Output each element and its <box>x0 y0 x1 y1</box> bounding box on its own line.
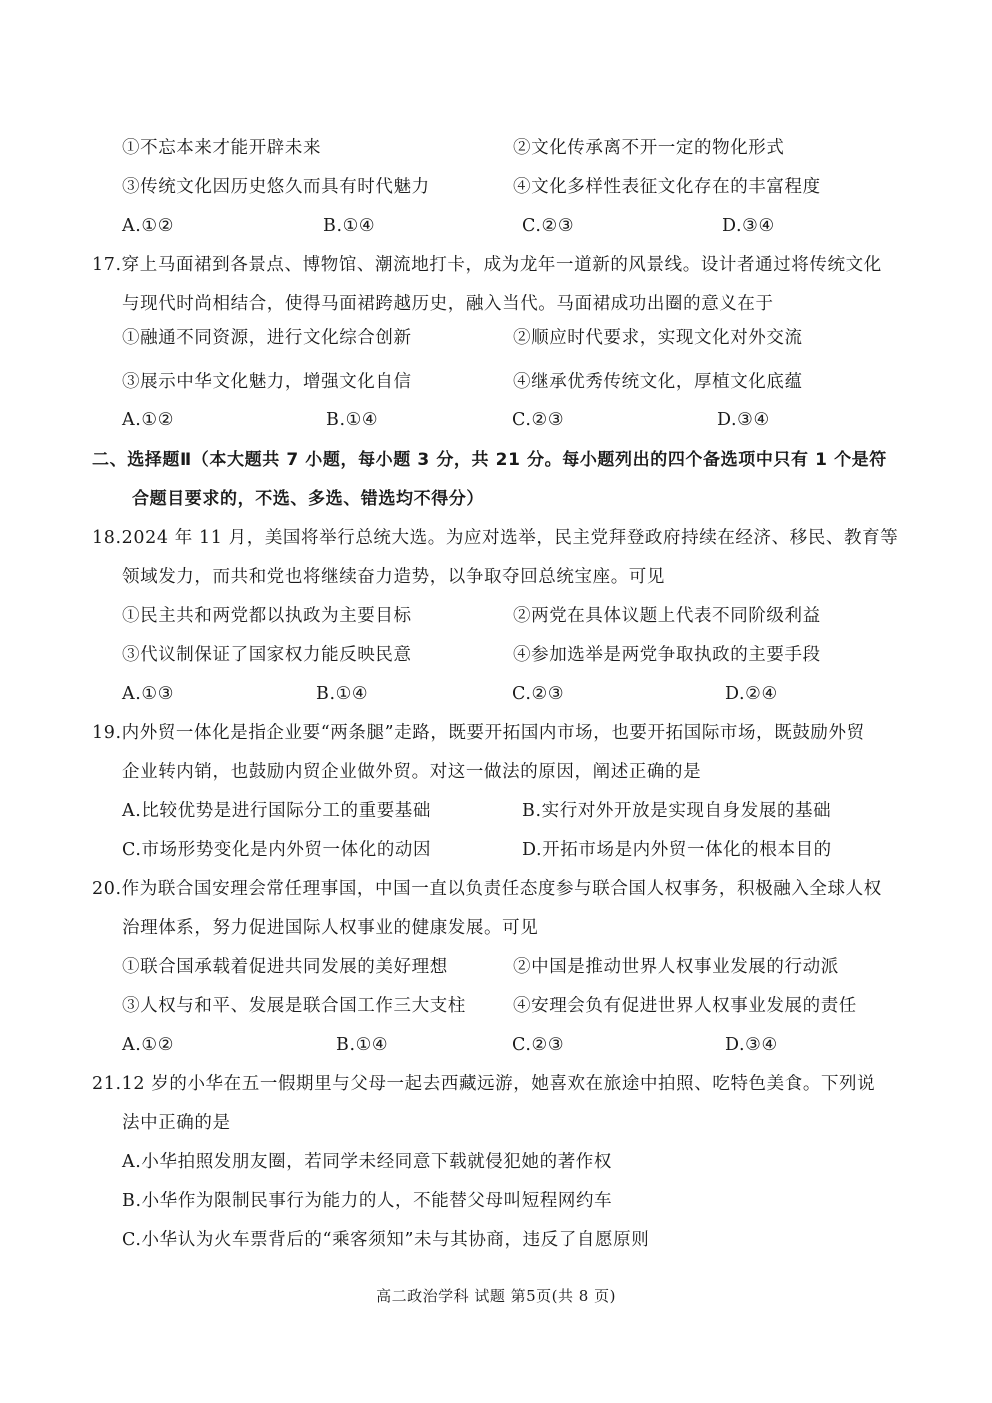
q20-option-3: ③人权与和平、发展是联合国工作三大支柱 <box>122 996 466 1016</box>
q18-answer-b: B.①④ <box>316 684 369 704</box>
q16-option-3: ③传统文化因历史悠久而具有时代魅力 <box>122 177 430 197</box>
q16-option-4: ④文化多样性表征文化存在的丰富程度 <box>513 177 821 197</box>
q20-answer-a: A.①② <box>122 1035 174 1055</box>
page-footer: 高二政治学科 试题 第5页(共 8 页) <box>376 1287 616 1305</box>
q21-option-c: C.小华认为火车票背后的“乘客须知”未与其协商，违反了自愿原则 <box>122 1230 650 1250</box>
q17-answer-b: B.①④ <box>326 410 379 430</box>
q20-stem-line-1: 20.作为联合国安理会常任理事国，中国一直以负责任态度参与联合国人权事务，积极融入全球人权 <box>92 879 882 899</box>
q17-option-4: ④继承优秀传统文化，厚植文化底蕴 <box>513 372 803 392</box>
q17-option-3: ③展示中华文化魅力，增强文化自信 <box>122 372 412 392</box>
q20-answer-d: D.③④ <box>725 1035 778 1055</box>
q19-option-c: C.市场形势变化是内外贸一体化的动因 <box>122 840 432 860</box>
q16-option-1: ①不忘本来才能开辟未来 <box>122 138 322 158</box>
q20-answer-c: C.②③ <box>512 1035 565 1055</box>
q19-option-d: D.开拓市场是内外贸一体化的根本目的 <box>522 840 832 860</box>
q20-stem-line-2: 治理体系，努力促进国际人权事业的健康发展。可见 <box>122 918 539 938</box>
q18-answer-a: A.①③ <box>122 684 174 704</box>
q18-answer-d: D.②④ <box>725 684 778 704</box>
q17-option-2: ②顺应时代要求，实现文化对外交流 <box>513 328 803 348</box>
q18-option-4: ④参加选举是两党争取执政的主要手段 <box>513 645 821 665</box>
q18-stem-line-1: 18.2024 年 11 月，美国将举行总统大选。为应对选举，民主党拜登政府持续在经济、移民、教育等 <box>92 528 899 548</box>
q18-answer-c: C.②③ <box>512 684 565 704</box>
q20-option-1: ①联合国承载着促进共同发展的美好理想 <box>122 957 448 977</box>
section-2-heading-line-1: 二、选择题Ⅱ（本大题共 7 小题，每小题 3 分，共 21 分。每小题列出的四个备选项中只有 1 个是符 <box>92 450 887 470</box>
q16-option-2: ②文化传承离不开一定的物化形式 <box>513 138 785 158</box>
q17-answer-d: D.③④ <box>717 410 770 430</box>
q17-option-1: ①融通不同资源，进行文化综合创新 <box>122 328 412 348</box>
q20-option-2: ②中国是推动世界人权事业发展的行动派 <box>513 957 839 977</box>
q19-stem-line-1: 19.内外贸一体化是指企业要“两条腿”走路，既要开拓国内市场，也要开拓国际市场，既鼓励外贸 <box>92 723 865 743</box>
q21-option-b: B.小华作为限制民事行为能力的人，不能替父母叫短程网约车 <box>122 1191 613 1211</box>
q21-option-a: A.小华拍照发朋友圈，若同学未经同意下载就侵犯她的著作权 <box>122 1152 612 1172</box>
q18-option-1: ①民主共和两党都以执政为主要目标 <box>122 606 412 626</box>
q16-answer-c: C.②③ <box>522 216 575 236</box>
q18-option-2: ②两党在具体议题上代表不同阶级利益 <box>513 606 821 626</box>
q19-option-a: A.比较优势是进行国际分工的重要基础 <box>122 801 431 821</box>
q17-answer-c: C.②③ <box>512 410 565 430</box>
q17-stem-line-2: 与现代时尚相结合，使得马面裙跨越历史，融入当代。马面裙成功出圈的意义在于 <box>122 294 774 314</box>
section-2-heading-line-2: 合题目要求的，不选、多选、错选均不得分） <box>132 489 484 509</box>
q19-stem-line-2: 企业转内销，也鼓励内贸企业做外贸。对这一做法的原因，阐述正确的是 <box>122 762 702 782</box>
q17-stem-line-1: 17.穿上马面裙到各景点、博物馆、潮流地打卡，成为龙年一道新的风景线。设计者通过将传统文化 <box>92 255 882 275</box>
q16-answer-b: B.①④ <box>323 216 376 236</box>
q16-answer-a: A.①② <box>122 216 174 236</box>
q18-stem-line-2: 领域发力，而共和党也将继续奋力造势，以争取夺回总统宝座。可见 <box>122 567 665 587</box>
q17-answer-a: A.①② <box>122 410 174 430</box>
q19-option-b: B.实行对外开放是实现自身发展的基础 <box>522 801 832 821</box>
q21-stem-line-1: 21.12 岁的小华在五一假期里与父母一起去西藏远游，她喜欢在旅途中拍照、吃特色美食。下列说 <box>92 1074 876 1094</box>
q20-option-4: ④安理会负有促进世界人权事业发展的责任 <box>513 996 857 1016</box>
q20-answer-b: B.①④ <box>336 1035 389 1055</box>
q21-stem-line-2: 法中正确的是 <box>122 1113 231 1133</box>
q18-option-3: ③代议制保证了国家权力能反映民意 <box>122 645 412 665</box>
q16-answer-d: D.③④ <box>722 216 775 236</box>
